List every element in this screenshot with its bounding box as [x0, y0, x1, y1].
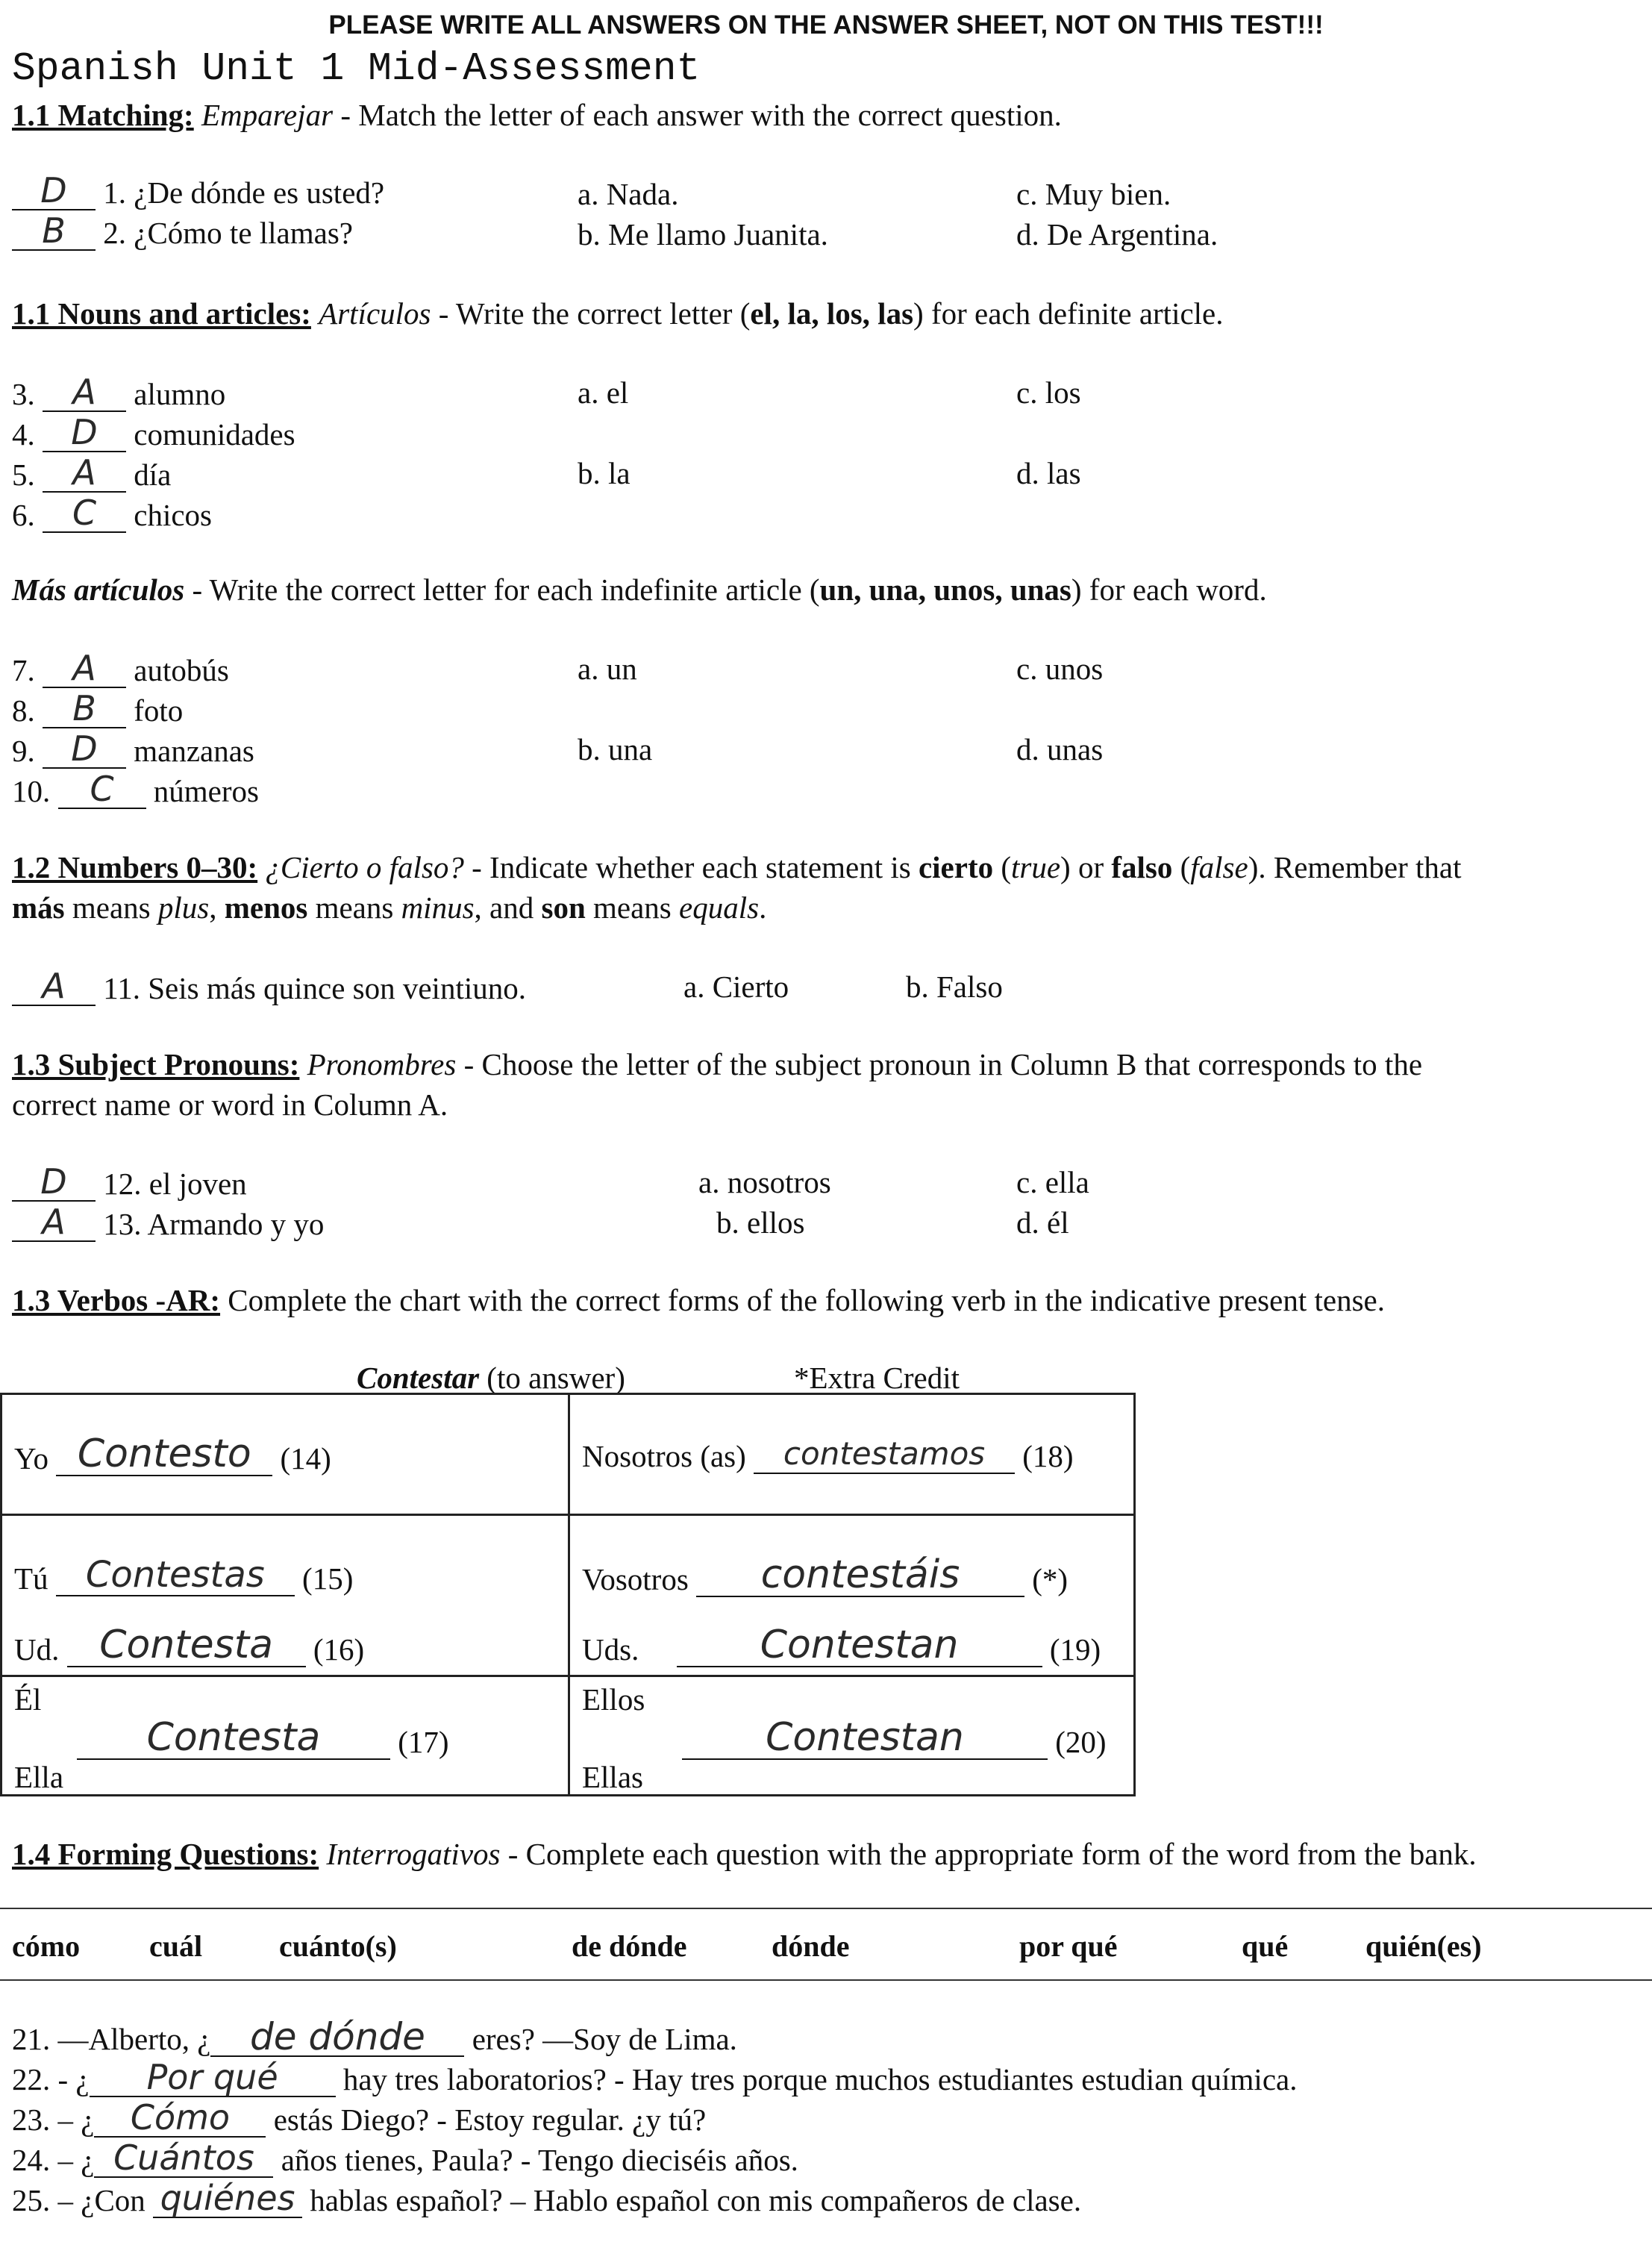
word-bank-bottom-rule [0, 1979, 1652, 1981]
cell-tu-ud: Tú Contestas (15) Ud. Contesta (16) [1, 1515, 569, 1676]
option: a. el [578, 375, 629, 410]
question-11: A 11. Seis más quince son veintiuno. [12, 969, 526, 1006]
word-bank-item: cuál [149, 1929, 203, 1963]
option: d. unas [1016, 732, 1104, 766]
answer-blank[interactable]: de dónde [210, 2020, 464, 2057]
section-indefinite-heading: Más artículos - Write the correct letter for each indefinite article (un, una, unos, unas) for each word. [12, 572, 1267, 607]
answer-blank[interactable]: quiénes [153, 2181, 302, 2218]
blank-19[interactable]: Contestan [677, 1626, 1042, 1667]
option: c. ella [1016, 1165, 1089, 1199]
option: b. ellos [716, 1205, 805, 1240]
extra-credit-label: *Extra Credit [794, 1361, 960, 1395]
answer-blank[interactable]: B [12, 213, 96, 251]
option: d. él [1016, 1205, 1069, 1240]
question-2: B 2. ¿Cómo te llamas? [12, 213, 353, 251]
blank-18[interactable]: contestamos [754, 1435, 1015, 1474]
question-3: 3. A alumno [12, 372, 226, 412]
question-4: 4. D comunidades [12, 412, 295, 452]
question-24: 24. – ¿ Cuántos años tienes, Paula? - Tengo dieciséis años. [12, 2138, 798, 2178]
blank-14[interactable]: Contesto [56, 1435, 272, 1476]
section-questions-heading: 1.4 Forming Questions: Interrogativos - Complete each question with the appropriate form of the word from the bank. [12, 1837, 1477, 1871]
answer-blank[interactable]: D [43, 415, 126, 452]
section-matching-heading: 1.1 Matching: Emparejar - Match the letter of each answer with the correct question. [12, 98, 1062, 132]
question-9: 9. D manzanas [12, 728, 254, 769]
cell-ellos-ellas: Ellos Contestan (20) Ellas [569, 1676, 1135, 1796]
cell-el-ella: Él Contesta (17) Ella [1, 1676, 569, 1796]
answer-blank[interactable]: Cuántos [94, 2141, 273, 2178]
answer-blank[interactable]: A [43, 375, 126, 412]
cell-vosotros-uds: Vosotros contestáis (*) Uds. Contestan (19) [569, 1515, 1135, 1676]
answer-blank[interactable]: Cómo [94, 2100, 266, 2138]
answer-blank[interactable]: A [43, 455, 126, 493]
conjugation-chart [0, 1393, 1136, 1796]
option: a. Nada. [578, 177, 679, 211]
blank-20[interactable]: Contestan [682, 1719, 1048, 1760]
word-bank-item: por qué [1019, 1929, 1118, 1963]
option: c. los [1016, 375, 1081, 410]
word-bank-item: qué [1242, 1929, 1289, 1963]
blank-vosotros[interactable]: contestáis [696, 1556, 1024, 1597]
option: d. las [1016, 456, 1081, 490]
answer-blank[interactable]: A [12, 969, 96, 1006]
answer-blank[interactable]: D [43, 731, 126, 769]
banner: PLEASE WRITE ALL ANSWERS ON THE ANSWER SHEET, NOT ON THIS TEST!!! [328, 10, 1324, 40]
section-numbers-line2: más means plus, menos means minus, and son means equals. [12, 890, 767, 925]
cell-nosotros: Nosotros (as) contestamos (18) [569, 1394, 1135, 1515]
option: d. De Argentina. [1016, 217, 1218, 252]
question-6: 6. C chicos [12, 493, 212, 533]
option: c. Muy bien. [1016, 177, 1171, 211]
section-pronouns-heading: 1.3 Subject Pronouns: Pronombres - Choose the letter of the subject pronoun in Column B that corresponds to the [12, 1047, 1423, 1081]
question-10: 10. C números [12, 769, 259, 809]
blank-17[interactable]: Contesta [77, 1719, 390, 1760]
question-5: 5. A día [12, 452, 172, 493]
verb-title: Contestar (to answer) [357, 1361, 625, 1395]
answer-blank[interactable]: B [43, 691, 126, 728]
option: b. la [578, 456, 631, 490]
word-bank-item: de dónde [572, 1929, 687, 1963]
answer-blank[interactable]: C [58, 772, 146, 809]
answer-blank[interactable]: D [12, 1164, 96, 1202]
word-bank-top-rule [0, 1908, 1652, 1909]
question-23: 23. – ¿ Cómo estás Diego? - Estoy regular. ¿y tú? [12, 2097, 707, 2138]
section-pronouns-line2: correct name or word in Column A. [12, 1087, 448, 1122]
option: b. una [578, 732, 653, 766]
option: c. unos [1016, 652, 1104, 686]
question-21: 21. —Alberto, ¿ de dónde eres? —Soy de Lima. [12, 2015, 737, 2058]
answer-blank[interactable]: Por qué [90, 2060, 336, 2097]
question-8: 8. B foto [12, 688, 184, 728]
word-bank-item: dónde [772, 1929, 850, 1963]
answer-blank[interactable]: C [43, 496, 126, 533]
section-articles-heading: 1.1 Nouns and articles: Artículos - Write the correct letter (el, la, los, las) for each definite article. [12, 296, 1224, 331]
section-verbs-heading: 1.3 Verbos -AR: Complete the chart with the correct forms of the following verb in the indicative present tense. [12, 1283, 1385, 1317]
word-bank-item: cómo [12, 1929, 81, 1963]
word-bank-item: quién(es) [1365, 1929, 1482, 1963]
answer-blank[interactable]: A [43, 651, 126, 688]
option: a. nosotros [698, 1165, 831, 1199]
answer-blank[interactable]: A [12, 1205, 96, 1242]
question-7: 7. A autobús [12, 648, 229, 688]
option: a. un [578, 652, 637, 686]
option: b. Falso [906, 970, 1003, 1004]
cell-yo: Yo Contesto (14) [1, 1394, 569, 1515]
option: b. Me llamo Juanita. [578, 217, 828, 252]
option: a. Cierto [683, 970, 789, 1004]
page-title: Spanish Unit 1 Mid-Assessment [12, 46, 701, 91]
question-13: A 13. Armando y yo [12, 1205, 324, 1242]
question-12: D 12. el joven [12, 1164, 247, 1202]
word-bank-item: cuánto(s) [279, 1929, 397, 1963]
question-25: 25. – ¿Con quiénes hablas español? – Hablo español con mis compañeros de clase. [12, 2178, 1082, 2218]
section-numbers-heading: 1.2 Numbers 0–30: ¿Cierto o falso? - Indicate whether each statement is cierto (true) or falso (false). Remember that [12, 850, 1462, 884]
question-1: D 1. ¿De dónde es usted? [12, 173, 384, 210]
answer-blank[interactable]: D [12, 173, 96, 210]
question-22: 22. - ¿ Por qué hay tres laboratorios? - Hay tres porque muchos estudiantes estudian química. [12, 2057, 1298, 2097]
blank-16[interactable]: Contesta [67, 1626, 306, 1667]
blank-15[interactable]: Contestas [56, 1556, 295, 1596]
